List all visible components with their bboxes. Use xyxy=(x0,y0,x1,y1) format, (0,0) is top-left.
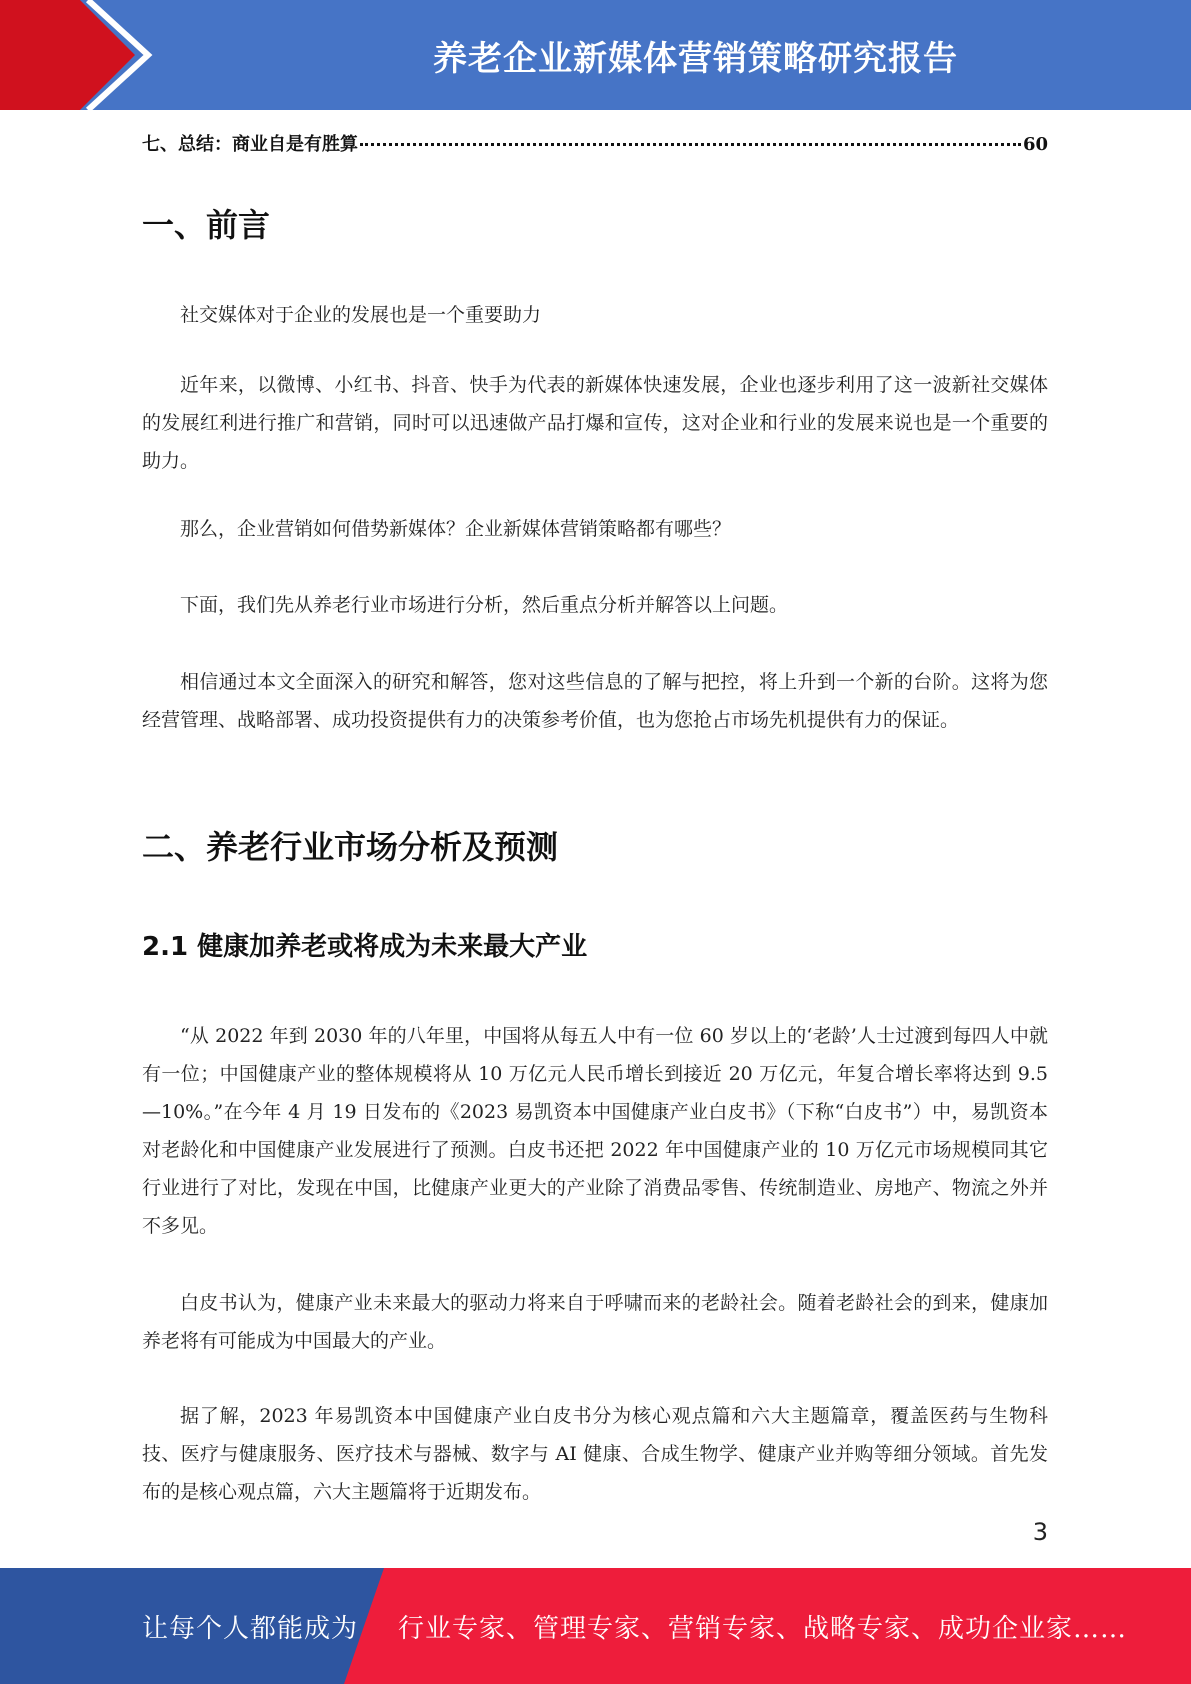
footer-slogan-left: 让每个人都能成为 xyxy=(142,1613,359,1644)
paragraph: 相信通过本文全面深入的研究和解答，您对这些信息的了解与把控，将上升到一个新的台阶。这将为您经营管理、战略部署、成功投资提供有力的决策参考价值，也为您抢占市场先机提供有力的保证。 xyxy=(142,671,1048,731)
paragraph: 社交媒体对于企业的发展也是一个重要助力 xyxy=(180,304,542,326)
paragraph: 下面，我们先从养老行业市场进行分析，然后重点分析并解答以上问题。 xyxy=(180,594,789,616)
footer-slogan-right: 行业专家、管理专家、营销专家、战略专家、成功企业家…… xyxy=(398,1613,1128,1644)
toc-leader-dots xyxy=(360,143,1021,146)
paragraph: 近年来，以微博、小红书、抖音、快手为代表的新媒体快速发展，企业也逐步利用了这一波新社交媒体的发展红利进行推广和营销，同时可以迅速做产品打爆和宣传，这对企业和行业的发展来说也是一个重要的助力。 xyxy=(142,374,1048,472)
red-arrow-ribbon xyxy=(0,0,160,110)
toc-entry-label: 七、总结：商业自是有胜算 xyxy=(142,134,358,155)
section-heading-market-analysis: 二、养老行业市场分析及预测 xyxy=(142,828,559,866)
paragraph: 那么，企业营销如何借势新媒体？企业新媒体营销策略都有哪些？ xyxy=(180,518,732,540)
report-title: 养老企业新媒体营销策略研究报告 xyxy=(433,38,958,79)
page-number: 3 xyxy=(1032,1518,1048,1546)
page-header xyxy=(0,0,1191,110)
toc-entry[interactable] xyxy=(142,130,1048,156)
page-footer xyxy=(0,1568,1191,1684)
toc-entry-page: 60 xyxy=(1022,134,1048,155)
paragraph: “从 2022 年到 2030 年的八年里，中国将从每五人中有一位 60 岁以上的‘老龄’人士过渡到每四人中就有一位；中国健康产业的整体规模将从 10 万亿元人民币增长到接近 20 万亿元，年复合增长率将达到 9.5—10%。”在今年 4 月 19 日发布的《2023 易凯资本中国健康产业白皮书》（下称“白皮书”）中，易凯资本对老龄化和中国健康产业发展进行了预测。白皮书还把 2022 年中国健康产业的 10 万亿元市场规模同其它行业进行了对比，发现在中国，比健康产业更大的产业除了消费品零售、传统制造业、房地产、物流之外并不多见。 xyxy=(142,1025,1048,1237)
paragraph: 白皮书认为，健康产业未来最大的驱动力将来自于呼啸而来的老龄社会。随着老龄社会的到来，健康加养老将有可能成为中国最大的产业。 xyxy=(142,1292,1048,1352)
subsection-heading-2-1: 2.1 健康加养老或将成为未来最大产业 xyxy=(142,932,588,962)
section-heading-preface: 一、前言 xyxy=(142,206,271,244)
paragraph: 据了解，2023 年易凯资本中国健康产业白皮书分为核心观点篇和六大主题篇章，覆盖医药与生物科技、医疗与健康服务、医疗技术与器械、数字与 AI 健康、合成生物学、健康产业并购等细分领域。首先发布的是核心观点篇，六大主题篇将于近期发布。 xyxy=(142,1405,1048,1503)
